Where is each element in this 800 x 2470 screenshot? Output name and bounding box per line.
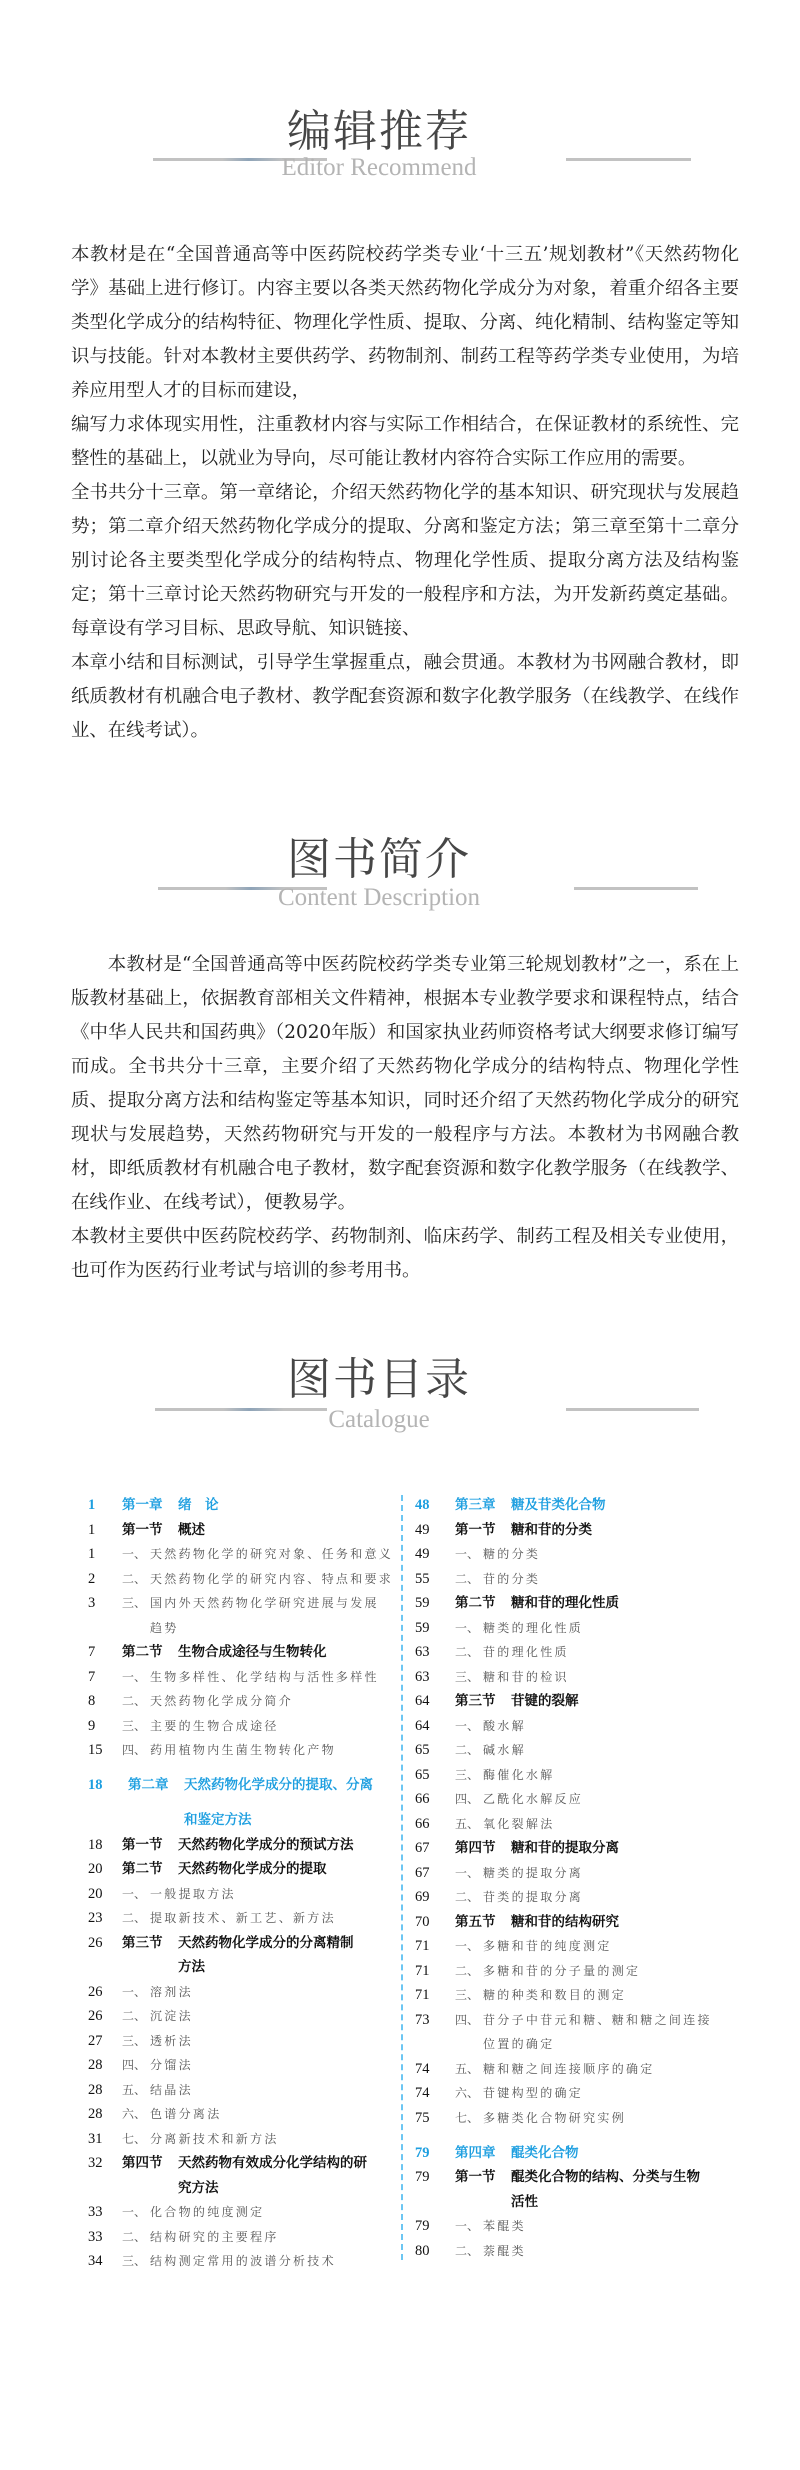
toc-label: 四、	[122, 2058, 147, 2072]
toc-section	[88, 2151, 388, 2176]
toc-item	[415, 2081, 755, 2106]
toc-label: 七、	[455, 2110, 480, 2125]
toc-title-continued: 究方法	[178, 2179, 219, 2196]
toc-title: 糖和苷的提取分离	[511, 1840, 619, 1856]
toc-title: 氧化裂解法	[483, 1816, 555, 1831]
toc-title: 药用植物内生菌生物转化产物	[150, 1743, 336, 1757]
toc-page-number: 1	[88, 1546, 96, 1562]
toc-title: 国内外天然药物化学研究进展与发展	[150, 1596, 379, 1610]
toc-page-number: 1	[88, 1521, 96, 1538]
toc-label: 第三节	[455, 1693, 496, 1709]
toc-item	[415, 1934, 755, 1959]
toc-label: 一、	[455, 2219, 480, 2233]
toc-label: 第一节	[122, 1521, 163, 1538]
toc-continuation	[88, 1616, 388, 1641]
content-description-text	[71, 948, 739, 1288]
paragraph: 编写力求体现实用性，注重教材内容与实际工作相结合，在保证教材的系统性、完整性的基础上，以就业为导向，尽可能让教材内容符合实际工作应用的需要。	[71, 414, 739, 469]
toc-item	[415, 1738, 755, 1763]
toc-title: 生物合成途径与生物转化	[178, 1644, 327, 1660]
toc-label: 五、	[455, 1816, 480, 1831]
toc-label: 二、	[122, 2229, 147, 2244]
toc-label: 二、	[455, 1890, 480, 1904]
toc-title: 结晶法	[150, 2082, 193, 2097]
toc-title: 分馏法	[150, 2058, 193, 2072]
editor-recommend-title: 编辑推荐	[287, 106, 471, 157]
toc-title: 醌类化合物的结构、分类与生物	[511, 2169, 700, 2185]
toc-continuation	[415, 2032, 755, 2057]
toc-continuation	[88, 1955, 388, 1980]
toc-chapter	[415, 2141, 755, 2166]
toc-item	[415, 1861, 755, 1886]
toc-item	[88, 2249, 388, 2274]
toc-title: 结构测定常用的波谱分析技术	[150, 2254, 336, 2268]
toc-title: 透析法	[150, 2033, 193, 2048]
toc-item	[415, 1959, 755, 1984]
toc-title: 主要的生物合成途径	[150, 1718, 279, 1733]
toc-label: 三、	[455, 1767, 480, 1782]
toc-label: 二、	[122, 1911, 147, 1925]
toc-page-number: 33	[88, 2204, 103, 2220]
toc-title: 苷键构型的确定	[483, 2086, 584, 2100]
toc-item	[415, 2008, 755, 2033]
toc-page-number: 31	[88, 2130, 103, 2147]
toc-page-number: 65	[415, 1766, 430, 1783]
toc-page-number: 79	[415, 2144, 430, 2161]
toc-page-number: 18	[88, 1777, 103, 1793]
toc-section	[415, 1689, 755, 1714]
paragraph: 本教材是在“全国普通高等中医药院校药学类专业‘十三五’规划教材”《天然药物化学》基础上进行修订。内容主要以各类天然药物化学成分为对象，着重介绍各主要类型化学成分的结构特征、物理化学性质、提取、分离、纯化精制、结构鉴定等知识与技能。针对本教材主要供药学、药物制剂、制药工程等药学类专业使用，为培养应用型人才的目标而建设，	[71, 244, 739, 401]
toc-page-number: 23	[88, 1910, 103, 1926]
toc-title: 糖和糖之间连接顺序的确定	[483, 2061, 655, 2076]
toc-page-number: 48	[415, 1497, 430, 1513]
toc-section	[88, 1640, 388, 1665]
toc-label: 一、	[122, 1547, 147, 1561]
toc-title: 天然药物化学成分的提取、分离	[184, 1777, 373, 1793]
toc-label: 五、	[455, 2061, 480, 2076]
toc-label: 第一节	[455, 2169, 496, 2185]
toc-page-number: 34	[88, 2253, 103, 2269]
toc-item	[88, 1665, 388, 1690]
toc-label: 第五节	[455, 1913, 496, 1930]
toc-page-number: 63	[415, 1644, 430, 1660]
toc-label: 二、	[122, 2009, 147, 2023]
toc-page-number: 8	[88, 1693, 96, 1709]
toc-title: 天然药物化学的研究对象、任务和意义	[150, 1547, 394, 1561]
toc-item	[415, 1665, 755, 1690]
toc-page-number: 64	[415, 1717, 430, 1734]
toc-item	[88, 1542, 394, 1567]
toc-page-number: 28	[88, 2057, 103, 2073]
toc-page-number: 74	[415, 2085, 430, 2101]
toc-item	[88, 2225, 388, 2250]
toc-title: 结构研究的主要程序	[150, 2229, 279, 2244]
toc-item	[415, 1812, 755, 1837]
toc-title: 酸水解	[483, 1718, 526, 1733]
content-description-title: 图书简介	[287, 834, 471, 885]
toc-title: 溶剂法	[150, 1984, 193, 1999]
toc-page-number: 26	[88, 2008, 103, 2024]
content-description-header	[0, 834, 800, 934]
toc-page-number: 20	[88, 1861, 103, 1877]
toc-page-number: 27	[88, 2032, 103, 2049]
toc-label: 二、	[122, 1694, 147, 1708]
toc-section	[415, 1518, 755, 1543]
toc-section	[88, 1857, 388, 1882]
toc-label: 一、	[455, 1620, 480, 1635]
toc-label: 第四节	[455, 1840, 496, 1856]
toc-title: 一般提取方法	[150, 1886, 236, 1901]
toc-section	[415, 1836, 755, 1861]
toc-title: 多糖和苷的纯度测定	[483, 1939, 612, 1953]
toc-chapter	[88, 1773, 388, 1798]
toc-page-number: 75	[415, 2109, 430, 2126]
toc-label: 三、	[455, 1669, 480, 1684]
toc-label: 三、	[122, 1718, 147, 1733]
toc-title: 苷键的裂解	[511, 1693, 579, 1709]
toc-label: 第三章	[455, 1497, 496, 1513]
toc-title: 苷类的提取分离	[483, 1890, 584, 1904]
toc-title: 糖类的提取分离	[483, 1865, 584, 1880]
toc-page-number: 73	[415, 2011, 430, 2028]
toc-label: 六、	[122, 2107, 147, 2121]
toc-continuation	[88, 1808, 388, 1833]
toc-item	[415, 2214, 755, 2239]
toc-left-column	[88, 1493, 394, 2274]
toc-item	[415, 2106, 755, 2131]
toc-label: 二、	[455, 1645, 480, 1659]
toc-item	[88, 2102, 388, 2127]
toc-item	[415, 1885, 755, 1910]
toc-label: 第一章	[122, 1497, 163, 1513]
toc-item	[88, 2200, 388, 2225]
toc-item	[88, 2053, 388, 2078]
toc-label: 一、	[122, 1669, 147, 1684]
toc-label: 三、	[455, 1988, 480, 2002]
toc-title: 概述	[178, 1521, 205, 1538]
toc-item	[88, 1980, 388, 2005]
toc-title: 天然药物化学成分的提取	[178, 1861, 327, 1877]
toc-page-number: 26	[88, 1983, 103, 2000]
toc-label: 五、	[122, 2082, 147, 2097]
toc-section	[88, 1833, 388, 1858]
toc-page-number: 15	[88, 1742, 103, 1758]
toc-label: 第二节	[122, 1644, 163, 1660]
toc-title: 糖及苷类化合物	[511, 1497, 606, 1513]
toc-title-continued: 和鉴定方法	[184, 1812, 252, 1828]
toc-label: 三、	[122, 1596, 147, 1610]
toc-label: 一、	[455, 1939, 480, 1953]
toc-right-column	[415, 1493, 755, 2263]
toc-continuation	[88, 2176, 388, 2201]
toc-label: 二、	[455, 2243, 480, 2258]
toc-title-continued: 方法	[178, 1959, 205, 1975]
toc-page-number: 67	[415, 1840, 430, 1856]
toc-item	[415, 2239, 755, 2264]
toc-title: 色谱分离法	[150, 2107, 222, 2121]
toc-page-number: 74	[415, 2060, 430, 2077]
toc-title: 糖的分类	[483, 1547, 541, 1561]
toc-label: 四、	[122, 1743, 147, 1757]
paragraph: 本教材主要供中医药院校药学、药物制剂、临床药学、制药工程及相关专业使用，也可作为医药行业考试与培训的参考用书。	[71, 1226, 739, 1281]
toc-label: 二、	[122, 1571, 147, 1586]
toc-title: 生物多样性、化学结构与活性多样性	[150, 1669, 379, 1684]
toc-page-number: 32	[88, 2155, 103, 2171]
editor-recommend-text	[71, 238, 739, 748]
toc-title: 提取新技术、新工艺、新方法	[150, 1911, 336, 1925]
toc-title: 苷分子中苷元和糖、糖和糖之间连接	[483, 2012, 712, 2027]
toc-title: 苷的分类	[483, 1571, 541, 1586]
toc-label: 第一节	[455, 1521, 496, 1538]
toc-title: 萘醌类	[483, 2243, 526, 2258]
toc-page-number: 66	[415, 1791, 430, 1807]
toc-item	[415, 1787, 755, 1812]
toc-page-number: 65	[415, 1742, 430, 1758]
toc-title: 天然药物化学成分简介	[150, 1694, 294, 1708]
toc-item	[88, 2029, 388, 2054]
toc-title: 多糖类化合物研究实例	[483, 2110, 627, 2125]
toc-item	[88, 1714, 388, 1739]
toc-page-number: 71	[415, 1987, 430, 2003]
toc-page-number: 69	[415, 1889, 430, 1905]
content-description-subtitle: Content Description	[277, 884, 481, 911]
toc-title: 糖和苷的检识	[483, 1669, 569, 1684]
toc-item	[415, 1640, 755, 1665]
toc-title: 苯醌类	[483, 2219, 526, 2233]
toc-page-number: 67	[415, 1864, 430, 1881]
toc-section	[415, 2165, 755, 2190]
toc-page-number: 71	[415, 1962, 430, 1979]
toc-title-continued: 趋势	[150, 1620, 179, 1635]
toc-item	[88, 1689, 388, 1714]
toc-title: 分离新技术和新方法	[150, 2131, 279, 2146]
toc-item	[415, 1983, 755, 2008]
toc-label: 二、	[455, 1743, 480, 1757]
toc-page-number: 59	[415, 1595, 430, 1611]
toc-title: 多糖和苷的分子量的测定	[483, 1963, 641, 1978]
toc-page-number: 1	[88, 1497, 96, 1513]
toc-label: 三、	[122, 2033, 147, 2048]
toc-label: 一、	[455, 1865, 480, 1880]
toc-page-number: 63	[415, 1668, 430, 1685]
toc-label: 一、	[455, 1718, 480, 1733]
column-divider	[401, 1495, 403, 2260]
toc-title: 天然药物化学的研究内容、特点和要求	[150, 1571, 394, 1586]
toc-item	[88, 2127, 388, 2152]
toc-page-number: 71	[415, 1938, 430, 1954]
toc-title: 糖和苷的结构研究	[511, 1913, 619, 1930]
toc-label: 四、	[455, 2012, 480, 2027]
toc-title-continued: 活性	[511, 2193, 538, 2210]
toc-page-number: 9	[88, 1717, 96, 1734]
toc-label: 三、	[122, 2254, 147, 2268]
toc-chapter	[88, 1493, 388, 1518]
toc-label: 第一节	[122, 1836, 163, 1853]
toc-page-number: 28	[88, 2106, 103, 2122]
toc-section	[88, 1931, 388, 1956]
toc-page-number: 33	[88, 2228, 103, 2245]
toc-item	[415, 1714, 755, 1739]
toc-page-number: 70	[415, 1913, 430, 1930]
toc-item	[415, 1567, 755, 1592]
toc-item	[88, 1882, 388, 1907]
toc-title: 酶催化水解	[483, 1767, 555, 1782]
toc-title: 天然药物化学成分的分离精制	[178, 1934, 354, 1951]
toc-title: 糖类的理化性质	[483, 1620, 584, 1635]
toc-title: 苷的理化性质	[483, 1645, 569, 1659]
toc-page-number: 2	[88, 1570, 96, 1587]
toc-page-number: 59	[415, 1619, 430, 1636]
toc-label: 一、	[122, 1886, 147, 1901]
toc-label: 二、	[455, 1571, 480, 1586]
toc-title: 乙酰化水解反应	[483, 1792, 584, 1806]
toc-label: 一、	[122, 1984, 147, 1999]
toc-label: 七、	[122, 2131, 147, 2146]
toc-item	[415, 1763, 755, 1788]
toc-label: 第四章	[455, 2144, 496, 2161]
paragraph: 本章小结和目标测试，引导学生掌握重点，融会贯通。本教材为书网融合教材，即纸质教材有机融合电子教材、教学配套资源和数字化教学服务（在线教学、在线作业、在线考试）。	[71, 652, 739, 741]
toc-title-continued: 位置的确定	[483, 2037, 555, 2051]
paragraph: 本教材是“全国普通高等中医药院校药学类专业第三轮规划教材”之一，系在上版教材基础上，依据教育部相关文件精神，根据本专业教学要求和课程特点，结合《中华人民共和国药典》（2020年版）和国家执业药师资格考试大纲要求修订编写而成。全书共分十三章，主要介绍了天然药物化学成分的结构特点、物理化学性质、提取分离方法和结构鉴定等基本知识，同时还介绍了天然药物化学成分的研究现状与发展趋势，天然药物研究与开发的一般程序与方法。本教材为书网融合教材，即纸质教材有机融合电子教材，数字配套资源和数字化教学服务（在线教学、在线作业、在线考试），便教易学。	[71, 954, 739, 1213]
toc-page-number: 64	[415, 1693, 430, 1709]
toc-title: 碱水解	[483, 1743, 526, 1757]
editor-recommend-subtitle: Editor Recommend	[281, 154, 477, 181]
toc-item	[415, 2057, 755, 2082]
catalogue-title: 图书目录	[287, 1354, 471, 1405]
toc-title: 化合物的纯度测定	[150, 2205, 265, 2219]
toc-title: 绪 论	[178, 1497, 219, 1513]
toc-item	[88, 2004, 388, 2029]
catalogue-subtitle: Catalogue	[328, 1406, 430, 1433]
toc-item	[88, 1567, 394, 1592]
toc-label: 第三节	[122, 1934, 163, 1951]
toc-label: 一、	[455, 1547, 480, 1561]
toc-chapter	[415, 1493, 755, 1518]
toc-item	[88, 2078, 388, 2103]
toc-label: 第四节	[122, 2155, 163, 2171]
toc-section	[415, 1910, 755, 1935]
toc-page-number: 79	[415, 2169, 430, 2185]
catalogue-header	[0, 1354, 800, 1454]
toc-label: 四、	[455, 1792, 480, 1806]
toc-continuation	[415, 2190, 755, 2215]
toc-title: 糖的种类和数目的测定	[483, 1988, 627, 2002]
toc-page-number: 7	[88, 1668, 96, 1685]
toc-title: 糖和苷的理化性质	[511, 1595, 619, 1611]
toc-title: 醌类化合物	[511, 2144, 579, 2161]
toc-section	[88, 1518, 388, 1543]
toc-page-number: 80	[415, 2242, 430, 2259]
toc-item	[88, 1906, 388, 1931]
toc-title: 天然药物化学成分的预试方法	[178, 1836, 354, 1853]
toc-item	[88, 1738, 388, 1763]
toc-section	[415, 1591, 755, 1616]
toc-page-number: 26	[88, 1934, 103, 1951]
toc-item	[415, 1616, 755, 1641]
toc-label: 第二节	[455, 1595, 496, 1611]
toc-item	[415, 1542, 755, 1567]
toc-page-number: 7	[88, 1644, 96, 1660]
toc-title: 沉淀法	[150, 2009, 193, 2023]
toc-item	[88, 1591, 388, 1616]
toc-page-number: 55	[415, 1570, 430, 1587]
toc-page-number: 66	[415, 1815, 430, 1832]
toc-label: 第二节	[122, 1861, 163, 1877]
toc-label: 第二章	[128, 1777, 169, 1793]
toc-page-number: 49	[415, 1546, 430, 1562]
toc-label: 二、	[455, 1963, 480, 1978]
toc-page-number: 18	[88, 1836, 103, 1853]
toc-label: 一、	[122, 2205, 147, 2219]
toc-page-number: 49	[415, 1521, 430, 1538]
toc-page-number: 79	[415, 2218, 430, 2234]
toc-title: 糖和苷的分类	[511, 1521, 592, 1538]
toc-title: 天然药物有效成分化学结构的研	[178, 2155, 367, 2171]
toc-page-number: 3	[88, 1595, 96, 1611]
paragraph: 全书共分十三章。第一章绪论，介绍天然药物化学的基本知识、研究现状与发展趋势；第二章介绍天然药物化学成分的提取、分离和鉴定方法；第三章至第十二章分别讨论各主要类型化学成分的结构特点、物理化学性质、提取分离方法及结构鉴定；第十三章讨论天然药物研究与开发的一般程序和方法，为开发新药奠定基础。每章设有学习目标、思政导航、知识链接、	[71, 482, 739, 639]
editor-recommend-header	[0, 106, 800, 206]
toc-page-number: 28	[88, 2081, 103, 2098]
toc-label: 六、	[455, 2086, 480, 2100]
toc-page-number: 20	[88, 1885, 103, 1902]
